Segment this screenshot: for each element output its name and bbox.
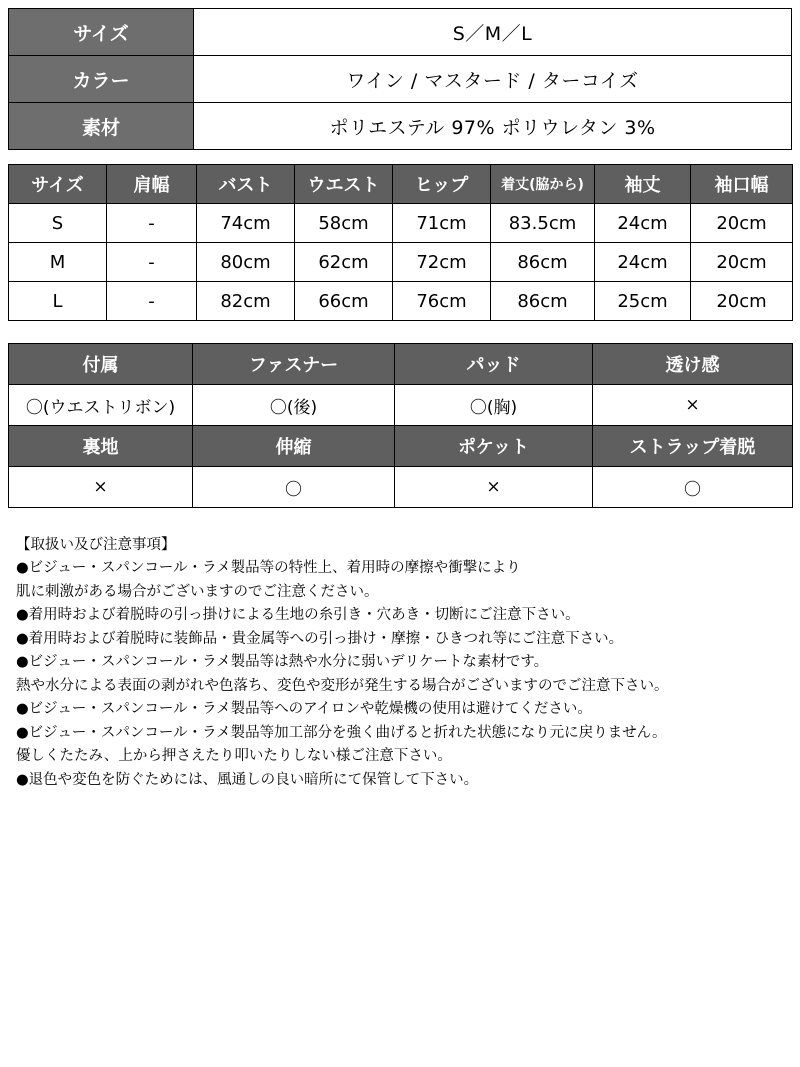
- cell-waist: 66cm: [295, 282, 393, 321]
- note-line: ●ビジュー・スパンコール・ラメ製品等の特性上、着用時の摩擦や衝撃により: [16, 560, 521, 577]
- feature-header-stretch: 伸縮: [193, 426, 395, 467]
- cell-waist: 62cm: [295, 243, 393, 282]
- feature-value-stretch: 〇: [193, 467, 395, 508]
- cell-length: 86cm: [491, 243, 595, 282]
- column-header-bust: バスト: [197, 165, 295, 204]
- measurement-table: [8, 164, 793, 321]
- cell-shoulder: -: [107, 204, 197, 243]
- cell-cuff-width: 20cm: [691, 282, 793, 321]
- table-row: [9, 103, 792, 150]
- cell-sleeve-length: 24cm: [595, 243, 691, 282]
- feature-value-sheerness: ×: [593, 385, 793, 426]
- note-line: ●着用時および着脱時に装飾品・貴金属等への引っ掛け・摩擦・ひきつれ等にご注意下さい。: [16, 630, 624, 647]
- column-header-shoulder: 肩幅: [107, 165, 197, 204]
- note-line: 肌に刺激がある場合がございますのでご注意ください。: [16, 583, 379, 600]
- notes-title: 【取扱い及び注意事項】: [16, 537, 176, 553]
- table-row: [9, 56, 792, 103]
- table-header-row: [9, 344, 793, 385]
- spacer: [8, 150, 792, 164]
- cell-bust: 74cm: [197, 204, 295, 243]
- spec-label-color: カラー: [9, 56, 194, 103]
- feature-header-pad: パッド: [395, 344, 593, 385]
- cell-length: 86cm: [491, 282, 595, 321]
- table-row: [9, 243, 793, 282]
- table-row: [9, 9, 792, 56]
- table-header-row: [9, 165, 793, 204]
- cell-shoulder: -: [107, 243, 197, 282]
- column-header-length: 着丈(脇から): [491, 165, 595, 204]
- cell-hip: 71cm: [393, 204, 491, 243]
- cell-hip: 76cm: [393, 282, 491, 321]
- cell-sleeve-length: 24cm: [595, 204, 691, 243]
- feature-header-strap-detach: ストラップ着脱: [593, 426, 793, 467]
- cell-size: L: [9, 282, 107, 321]
- note-line: ●ビジュー・スパンコール・ラメ製品等へのアイロンや乾燥機の使用は避けてください。: [16, 701, 592, 718]
- feature-header-accessory: 付属: [9, 344, 193, 385]
- cell-shoulder: -: [107, 282, 197, 321]
- cell-cuff-width: 20cm: [691, 204, 793, 243]
- cell-sleeve-length: 25cm: [595, 282, 691, 321]
- feature-value-pocket: ×: [395, 467, 593, 508]
- table-row: [9, 385, 793, 426]
- cell-bust: 82cm: [197, 282, 295, 321]
- table-row: [9, 467, 793, 508]
- cell-length: 83.5cm: [491, 204, 595, 243]
- feature-value-zipper: 〇(後): [193, 385, 395, 426]
- feature-header-lining: 裏地: [9, 426, 193, 467]
- table-row: [9, 204, 793, 243]
- feature-value-strap-detach: 〇: [593, 467, 793, 508]
- feature-value-pad: 〇(胸): [395, 385, 593, 426]
- spec-value-material: ポリエステル 97% ポリウレタン 3%: [194, 103, 792, 150]
- cell-size: S: [9, 204, 107, 243]
- feature-header-sheerness: 透け感: [593, 344, 793, 385]
- table-header-row: [9, 426, 793, 467]
- feature-table: [8, 343, 793, 508]
- feature-header-pocket: ポケット: [395, 426, 593, 467]
- spacer: [8, 321, 792, 343]
- table-row: [9, 282, 793, 321]
- column-header-cuff-width: 袖口幅: [691, 165, 793, 204]
- note-line: ●ビジュー・スパンコール・ラメ製品等加工部分を強く曲げると折れた状態になり元に戻りません。: [16, 724, 667, 741]
- note-line: ●ビジュー・スパンコール・ラメ製品等は熱や水分に弱いデリケートな素材です。: [16, 654, 549, 671]
- feature-value-accessory: 〇(ウエストリボン): [9, 385, 193, 426]
- cell-size: M: [9, 243, 107, 282]
- cell-waist: 58cm: [295, 204, 393, 243]
- column-header-size: サイズ: [9, 165, 107, 204]
- spec-value-size: S／M／L: [194, 9, 792, 56]
- spec-label-material: 素材: [9, 103, 194, 150]
- basic-spec-table: [8, 8, 792, 150]
- cell-bust: 80cm: [197, 243, 295, 282]
- spec-label-size: サイズ: [9, 9, 194, 56]
- note-line: 優しくたたみ、上から押さえたり叩いたりしない様ご注意下さい。: [16, 748, 452, 765]
- note-line: ●着用時および着脱時の引っ掛けによる生地の糸引き・穴あき・切断にご注意下さい。: [16, 607, 580, 624]
- spec-value-color: ワイン / マスタード / ターコイズ: [194, 56, 792, 103]
- column-header-waist: ウエスト: [295, 165, 393, 204]
- column-header-hip: ヒップ: [393, 165, 491, 204]
- cell-hip: 72cm: [393, 243, 491, 282]
- care-notes: [16, 534, 784, 792]
- note-line: 熱や水分による表面の剥がれや色落ち、変色や変形が発生する場合がございますのでご注意下さい。: [16, 677, 669, 694]
- column-header-sleeve-length: 袖丈: [595, 165, 691, 204]
- feature-header-zipper: ファスナー: [193, 344, 395, 385]
- cell-cuff-width: 20cm: [691, 243, 793, 282]
- note-line: ●退色や変色を防ぐためには、風通しの良い暗所にて保管して下さい。: [16, 771, 479, 788]
- feature-value-lining: ×: [9, 467, 193, 508]
